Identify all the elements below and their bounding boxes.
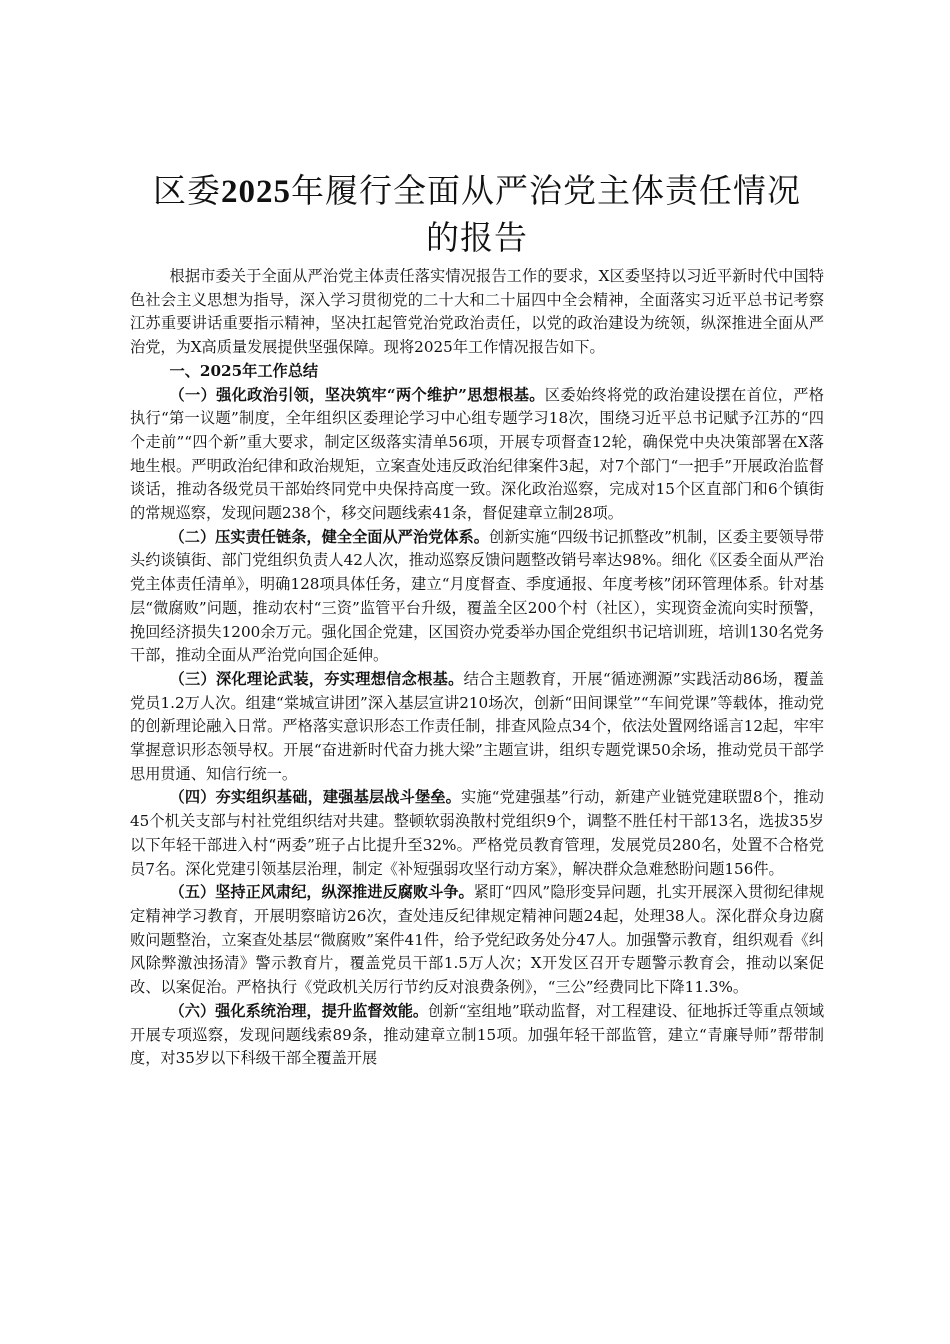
title-prefix: 区委 (153, 171, 221, 210)
item-lead: （三）深化理论武装，夯实理想信念根基。 (169, 669, 464, 688)
intro-paragraph: 根据市委关于全面从严治党主体责任落实情况报告工作的要求，X区委坚持以习近平新时代中国特色社会主义思想为指导，深入学习贯彻党的二十大和二十届四中全会精神，全面落实习近平总书记考察江苏重要讲话重要指示精神，坚决扛起管党治党政治责任，以党的政治建设为统领，纵深推进全面从严治党，为X高质量发展提供坚强保障。现将2025年工作情况报告如下。 (130, 267, 824, 357)
item-paragraph-6 (130, 1000, 824, 1071)
item-text: 创新“室组地”联动监督，对工程建设、征地拆迁等重点领域开展专项巡察，发现问题线索89条，推动建章立制15项。加强年轻干部监管，建立“青廉导师”帮带制度，对35岁以下科级干部全覆盖开展 (130, 1001, 825, 1068)
document-body (130, 265, 824, 1071)
item-lead: （二）压实责任链条，健全全面从严治党体系。 (169, 527, 489, 546)
title-line2: 的报告 (426, 218, 528, 257)
item-text: 紧盯“四风”隐形变异问题，扎实开展深入贯彻纪律规定精神学习教育，开展明察暗访26次，查处违反纪律规定精神问题24起，处理38人。深化群众身边腐败问题整治，立案查处基层“微腐败”案件41件，给予党纪政务处分47人。加强警示教育，组织观看《纠风除弊激浊扬清》警示教育片，覆盖党员干部1.5万人次；X开发区召开专题警示教育会，推动以案促改、以案促治。严格执行《党政机关厉行节约反对浪费条例》，“三公”经费同比下降11.3%。 (130, 883, 825, 997)
item-text: 创新实施“四级书记抓整改”机制，区委主要领导带头约谈镇街、部门党组织负责人42人次，推动巡察反馈问题整改销号率达98%。细化《区委全面从严治党主体责任清单》，明确128项具体任务，建立“月度督查、季度通报、年度考核”闭环管理体系。针对基层“微腐败”问题，推动农村“三资”监管平台升级，覆盖全区200个村（社区），实现资金流向实时预警，挽回经济损失1200余万元。强化国企党建，区国资办党委举办国企党组织书记培训班，培训130名党务干部，推动全面从严治党向国企延伸。 (130, 527, 825, 665)
section-heading: 一、2025年工作总结 (169, 361, 319, 380)
item-text: 结合主题教育，开展“循迹溯源”实践活动86场，覆盖党员1.2万人次。组建“棠城宣讲团”深入基层宣讲210场次，创新“田间课堂”“车间党课”等载体，推动党的创新理论融入日常。严格落实意识形态工作责任制，排查风险点34个，依法处置网络谣言12起，牢牢掌握意识形态领导权。开展“奋进新时代奋力挑大梁”主题宣讲，组织专题党课50余场，推动党员干部学思用贯通、知信行统一。 (130, 669, 825, 783)
title-suffix: 年履行全面从严治党主体责任情况 (291, 171, 801, 210)
title-year: 2025 (221, 174, 291, 210)
item-text: 实施“党建强基”行动，新建产业链党建联盟8个，推动45个机关支部与村社党组织结对共建。整顿软弱涣散村党组织9个，调整不胜任村干部13名，选拔35岁以下年轻干部进入村“两委”班子占比提升至32%。严格党员教育管理，发展党员280名，处置不合格党员7名。深化党建引领基层治理，制定《补短强弱攻坚行动方案》，解决群众急难愁盼问题156件。 (130, 788, 824, 878)
item-paragraph-4 (130, 786, 824, 881)
item-lead: （五）坚持正风肃纪，纵深推进反腐败斗争。 (169, 883, 474, 902)
item-paragraph-3 (130, 668, 824, 787)
document-title (130, 168, 824, 261)
item-paragraph-5 (130, 881, 824, 1000)
item-text: 区委始终将党的政治建设摆在首位，严格执行“第一议题”制度，全年组织区委理论学习中心组专题学习18次，围绕习近平总书记赋予江苏的“四个走前”“四个新”重大要求，制定区级落实清单56项，开展专项督查12轮，确保党中央决策部署在X落地生根。严明政治纪律和政治规矩，立案查处违反政治纪律案件3起，对7个部门“一把手”开展政治监督谈话，推动各级党员干部始终同党中央保持高度一致。深化政治巡察，完成对15个区直部门和6个镇街的常规巡察，发现问题238个，移交问题线索41条，督促建章立制28项。 (130, 385, 824, 523)
item-lead: （一）强化政治引领，坚决筑牢“两个维护”思想根基。 (169, 385, 545, 404)
item-lead: （六）强化系统治理，提升监督效能。 (169, 1001, 429, 1020)
item-paragraph-2 (130, 526, 824, 668)
item-lead: （四）夯实组织基础，建强基层战斗堡垒。 (169, 788, 461, 807)
item-paragraph-1 (130, 384, 824, 526)
document-page (130, 168, 824, 1071)
